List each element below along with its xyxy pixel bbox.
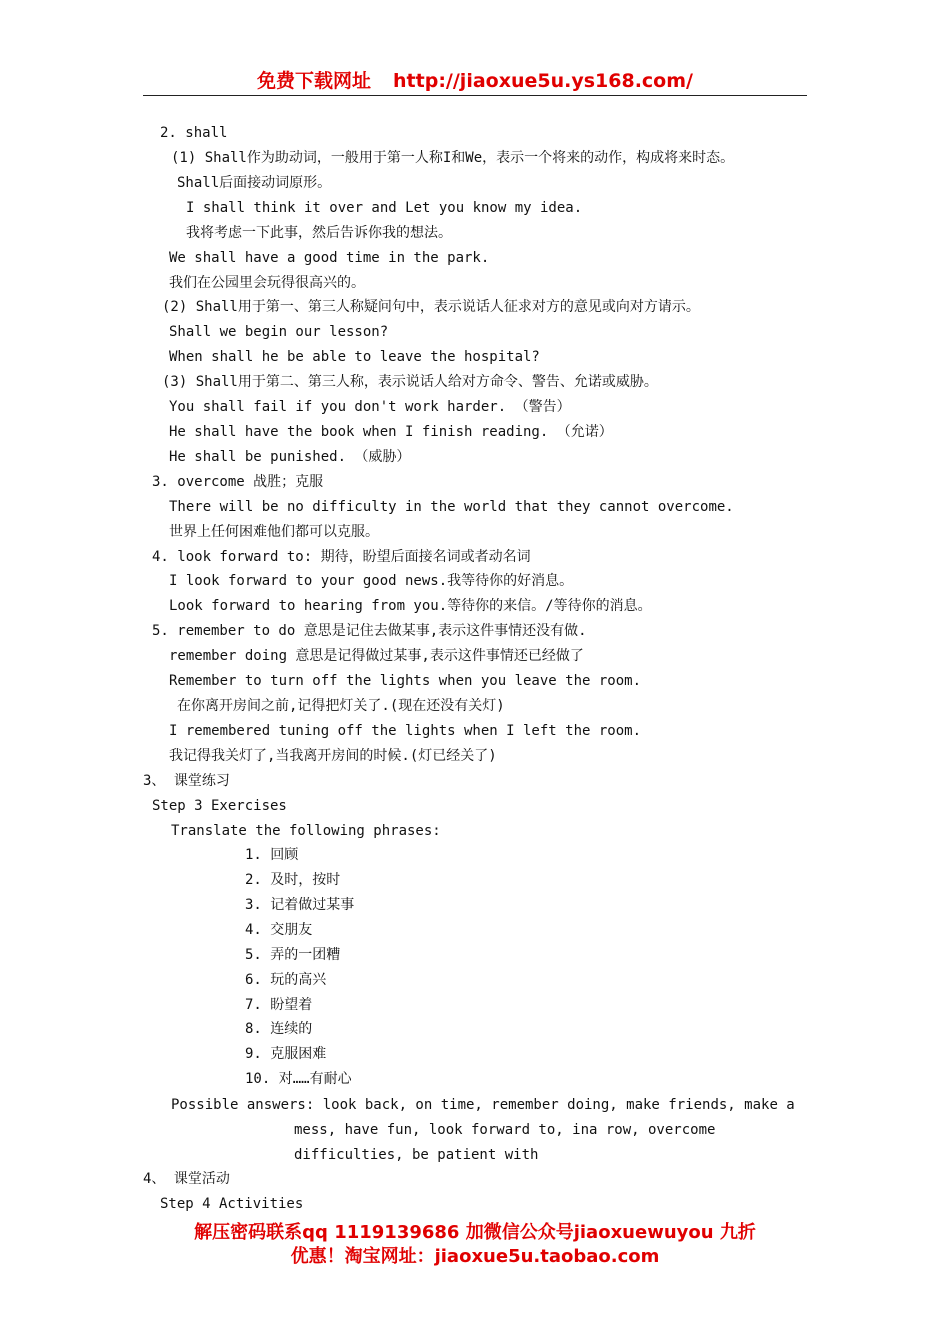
header-label: 免费下载网址 — [257, 70, 372, 92]
list-item: 5. 弄的一团糟 — [245, 947, 341, 963]
text-line: 世界上任何困难他们都可以克服。 — [169, 524, 379, 540]
text-line: Shall后面接动词原形。 — [177, 175, 332, 191]
text-line: 5. remember to do 意思是记住去做某事,表示这件事情还没有做. — [152, 623, 587, 639]
text-line: 我们在公园里会玩得很高兴的。 — [169, 275, 365, 291]
list-item: 8. 连续的 — [245, 1021, 313, 1037]
footer-line-1: 解压密码联系qq 1119139686 加微信公众号jiaoxuewuyou 九折 — [194, 1222, 756, 1243]
list-item: 4. 交朋友 — [245, 922, 313, 938]
text-line: (2) Shall用于第一、第三人称疑问句中，表示说话人征求对方的意见或向对方请示。 — [162, 299, 700, 315]
text-line: Translate the following phrases: — [171, 823, 441, 839]
list-item: 10. 对……有耐心 — [245, 1071, 352, 1087]
text-line: I look forward to your good news.我等待你的好消息。 — [169, 573, 574, 589]
list-item: 7. 盼望着 — [245, 997, 313, 1013]
text-line: difficulties, be patient with — [294, 1147, 539, 1163]
footer-line-2: 优惠！淘宝网址：jiaoxue5u.taobao.com — [290, 1246, 660, 1267]
text-line: 我将考虑一下此事，然后告诉你我的想法。 — [186, 225, 452, 241]
list-item: 6. 玩的高兴 — [245, 972, 327, 988]
list-item: 3. 记着做过某事 — [245, 897, 355, 913]
text-line: (3) Shall用于第二、第三人称，表示说话人给对方命令、警告、允诺或威胁。 — [162, 374, 658, 390]
text-line: 我记得我关灯了,当我离开房间的时候.(灯已经关了) — [169, 748, 497, 764]
text-line: There will be no difficulty in the world that they cannot overcome. — [169, 499, 734, 515]
section-heading: 3、 课堂练习 — [143, 773, 230, 789]
text-line: We shall have a good time in the park. — [169, 250, 490, 266]
text-line: He shall have the book when I finish reading. （允诺） — [169, 424, 613, 440]
text-line: He shall be punished. （威胁） — [169, 449, 411, 465]
text-line: I remembered tuning off the lights when I left the room. — [169, 723, 642, 739]
text-line: Shall we begin our lesson? — [169, 324, 389, 340]
text-line: Look forward to hearing from you.等待你的来信。/等待你的消息。 — [169, 598, 652, 614]
list-item: 9. 克服困难 — [245, 1046, 327, 1062]
header-url[interactable]: http://jiaoxue5u.ys168.com/ — [393, 70, 693, 92]
list-item: 1. 回顾 — [245, 847, 299, 863]
text-line: Remember to turn off the lights when you leave the room. — [169, 673, 642, 689]
text-line: mess, have fun, look forward to, ina row, overcome — [294, 1122, 716, 1138]
text-line: 在你离开房间之前,记得把灯关了.(现在还没有关灯) — [177, 698, 505, 714]
text-line: Step 3 Exercises — [152, 798, 287, 814]
text-line: 3. overcome 战胜；克服 — [152, 474, 324, 490]
text-line: remember doing 意思是记得做过某事,表示这件事情还已经做了 — [169, 648, 584, 664]
text-line: 4. look forward to: 期待，盼望后面接名词或者动名词 — [152, 549, 531, 565]
text-line: 2. shall — [160, 125, 228, 141]
text-line: Step 4 Activities — [160, 1196, 304, 1212]
list-item: 2. 及时，按时 — [245, 872, 341, 888]
text-line: I shall think it over and Let you know my idea. — [186, 200, 583, 216]
page-header — [0, 66, 950, 93]
text-line: When shall he be able to leave the hospital? — [169, 349, 540, 365]
text-line: Possible answers: look back, on time, remember doing, make friends, make a — [171, 1097, 795, 1113]
text-line: You shall fail if you don't work harder. （警告） — [169, 399, 571, 415]
text-line: (1) Shall作为助动词，一般用于第一人称I和We，表示一个将来的动作，构成将来时态。 — [171, 150, 735, 166]
header-rule — [143, 95, 807, 96]
section-heading: 4、 课堂活动 — [143, 1171, 230, 1187]
